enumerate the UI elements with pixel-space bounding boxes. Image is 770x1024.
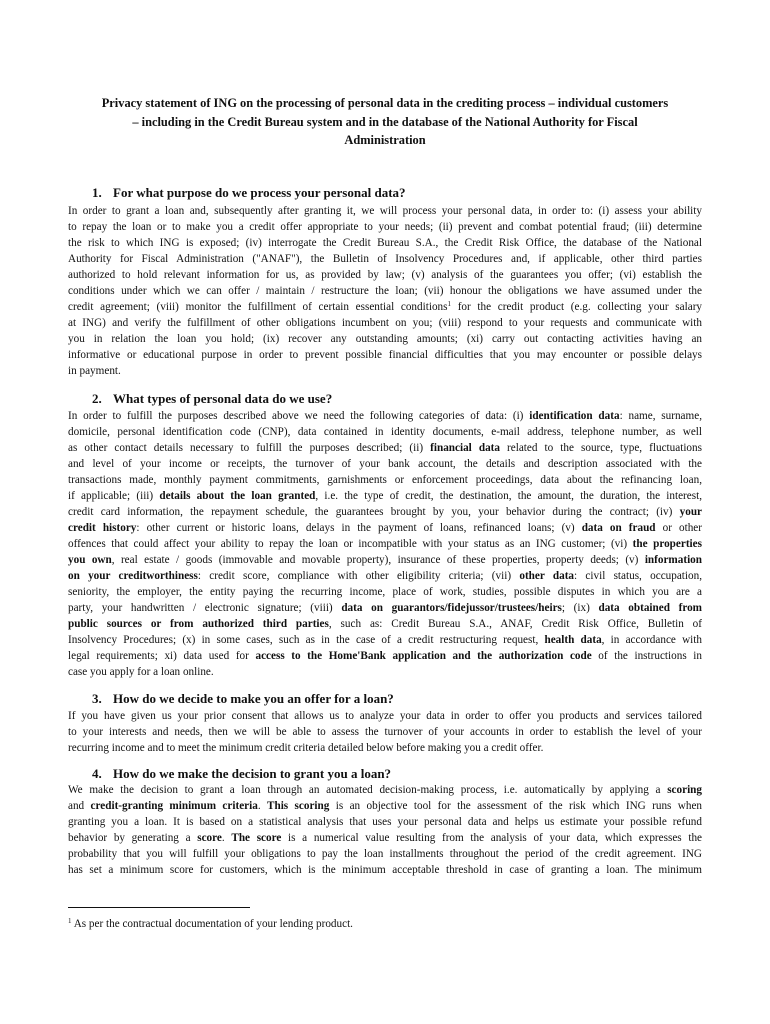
section-title: For what purpose do we process your personal data? (113, 185, 406, 200)
text-line: seniority, the employer, the entity paying the recurring income, place of work, studies, possible disputes in which you are a (68, 586, 702, 598)
title-line: – including in the Credit Bureau system and in the database of the National Authority for Fiscal (132, 114, 638, 129)
footnote-ref: 1 (447, 300, 451, 308)
title-line: Privacy statement of ING on the processing of personal data in the crediting process – individual customers (101, 96, 669, 110)
text-line: authorized to hold relevant information for us, as provided by law; (v) analysis of the guarantees you offer; (vi) establish the (68, 269, 702, 281)
footnote (68, 916, 353, 932)
section-number: 4. (92, 766, 102, 781)
text-line: the risk to which ING is exposed; (iv) interrogate the Credit Bureau S.A., the Credit Risk Office, the database of the National (68, 237, 702, 249)
footnote-marker: 1 (68, 917, 72, 925)
text-line: and credit-granting minimum criteria. This scoring is an objective tool for the assessment of the risk which ING runs when (68, 800, 702, 812)
text-line: Insolvency Procedures; (x) in some cases, such as in the case of a credit restructuring request, health data, in accordance with (68, 634, 702, 646)
text-line: at ING) and verify the fulfillment of other obligations incumbent on you; (viii) respond to your requests and communicate with (68, 317, 702, 329)
text-line: public sources or from authorized third parties, such as: Credit Bureau S.A., ANAF, Credit Risk Office, Bulletin of (68, 618, 702, 630)
section-2-body (68, 408, 702, 680)
text-line: domicile, personal identification code (CNP), data contained in identity documents, e-mail address, telephone number, as well (68, 426, 702, 438)
text-line: In order to grant a loan and, subsequently after granting it, we will process your personal data, in order to: (i) assess your ability (68, 205, 702, 217)
text-line: in payment. (68, 365, 121, 377)
section-4-body (68, 782, 702, 878)
text-line: to your interests and needs, then we will be able to assess the turnover of your accounts in order to establish the level of your (68, 726, 702, 738)
text-line: you in relation the loan you hold; (ix) recover any outstanding amounts; (xi) carry out contacting activities having an (68, 333, 702, 345)
section-number: 2. (92, 391, 102, 406)
text-line: recurring income and to meet the minimum credit criteria detailed below before making you a credit offer. (68, 742, 544, 754)
text-line: credit history: other current or historic loans, delays in the payment of loans, refinanced loans; (v) data on fraud or other (68, 522, 702, 534)
text-line: probability that you will fulfill your obligations to pay the loan installments throughout the period of the credit agreement. ING (68, 848, 702, 860)
text-line: transactions made, monthly payment commitments, garnishments or enforcement proceedings, data about the refinancing loan, (68, 474, 702, 486)
section-1-body (68, 203, 702, 379)
footnote-text: As per the contractual documentation of your lending product. (73, 918, 353, 930)
text-line: party, your handwritten / electronic signature; (viii) data on guarantors/fidejussor/trustees/heirs; (ix) data obtained from (68, 602, 702, 614)
text-line: credit agreement; (viii) monitor the fulfillment of certain essential conditions$^1$ for the credit product (e.g. collecting your salary (68, 300, 703, 313)
section-2-heading (92, 391, 332, 407)
text-line: on your creditworthiness: credit score, compliance with other eligibility criteria; (vii) other data: civil status, occupation, (68, 570, 703, 582)
text-line: and level of your income or receipts, the turnover of your bank account, the details and description associated with the (68, 458, 702, 470)
text-line: If you have given us your prior consent that allows us to analyze your data in order to offer you products and services tailored (68, 710, 702, 722)
section-title: How do we decide to make you an offer for a loan? (113, 691, 394, 706)
text-line: conditions under which we can offer / maintain / restructure the loan; (vii) honour the obligations we have assumed under the (68, 285, 702, 297)
section-title: How do we make the decision to grant you a loan? (113, 766, 392, 781)
text-line: granting you a loan. It is based on a statistical analysis that uses your personal data and helps us estimate your possible refund (68, 816, 702, 828)
section-4-heading (92, 766, 391, 782)
section-number: 3. (92, 691, 102, 706)
section-3-body (68, 708, 702, 756)
text-line: if applicable; (iii) details about the loan granted, i.e. the type of credit, the destination, the amount, the duration, the interest, (68, 490, 702, 502)
text-line: offences that could affect your ability to repay the loan or incompatible with your status as an ING customer; (vi) the properties (68, 538, 702, 550)
text-line: legal requirements; xi) data used for access to the Home'Bank application and the authorization code of the instructions in (68, 650, 702, 662)
text-line: credit card information, the repayment schedule, the guarantees brought by you, your behavior during the contract; (iv) your (68, 506, 702, 518)
text-line: Authority for Fiscal Administration ("ANAF"), the Bulletin of Insolvency Procedures and, if applicable, other third parties (68, 253, 702, 265)
section-title: What types of personal data do we use? (113, 391, 333, 406)
text-line: In order to fulfill the purposes described above we need the following categories of data: (i) identification data: name, surname, (68, 410, 702, 422)
text-line: has set a minimum score for customers, which is the minimum acceptable threshold in case of granting a loan. The minimum (68, 864, 702, 876)
text-line: as other contact details necessary to fulfill the purposes described; (ii) financial data related to the source, type, fluctuations (68, 442, 702, 454)
section-number: 1. (92, 185, 102, 200)
text-line: We make the decision to grant a loan through an automated decision-making process, i.e. automatically by applying a scoring (68, 784, 702, 796)
document-title (62, 94, 708, 150)
text-line: informative or educational purpose in order to prevent possible financial difficulties that you may encounter or possible delays (68, 349, 702, 361)
text-line: behavior by generating a score. The score is a numerical value resulting from the analysis of your data, which expresses the (68, 832, 703, 844)
text-line: to repay the loan or to make you a credit offer appropriate to your needs; (ii) prevent and combat potential fraud; (iii) determine (68, 221, 702, 233)
footnote-divider (68, 907, 250, 908)
section-3-heading (92, 691, 394, 707)
section-1-heading (92, 185, 406, 201)
title-line: Administration (344, 133, 426, 147)
text-line: you own, real estate / goods (immovable and movable property), insurance of these properties, property deeds; (v) information (68, 554, 702, 566)
text-line: case you apply for a loan online. (68, 666, 214, 678)
